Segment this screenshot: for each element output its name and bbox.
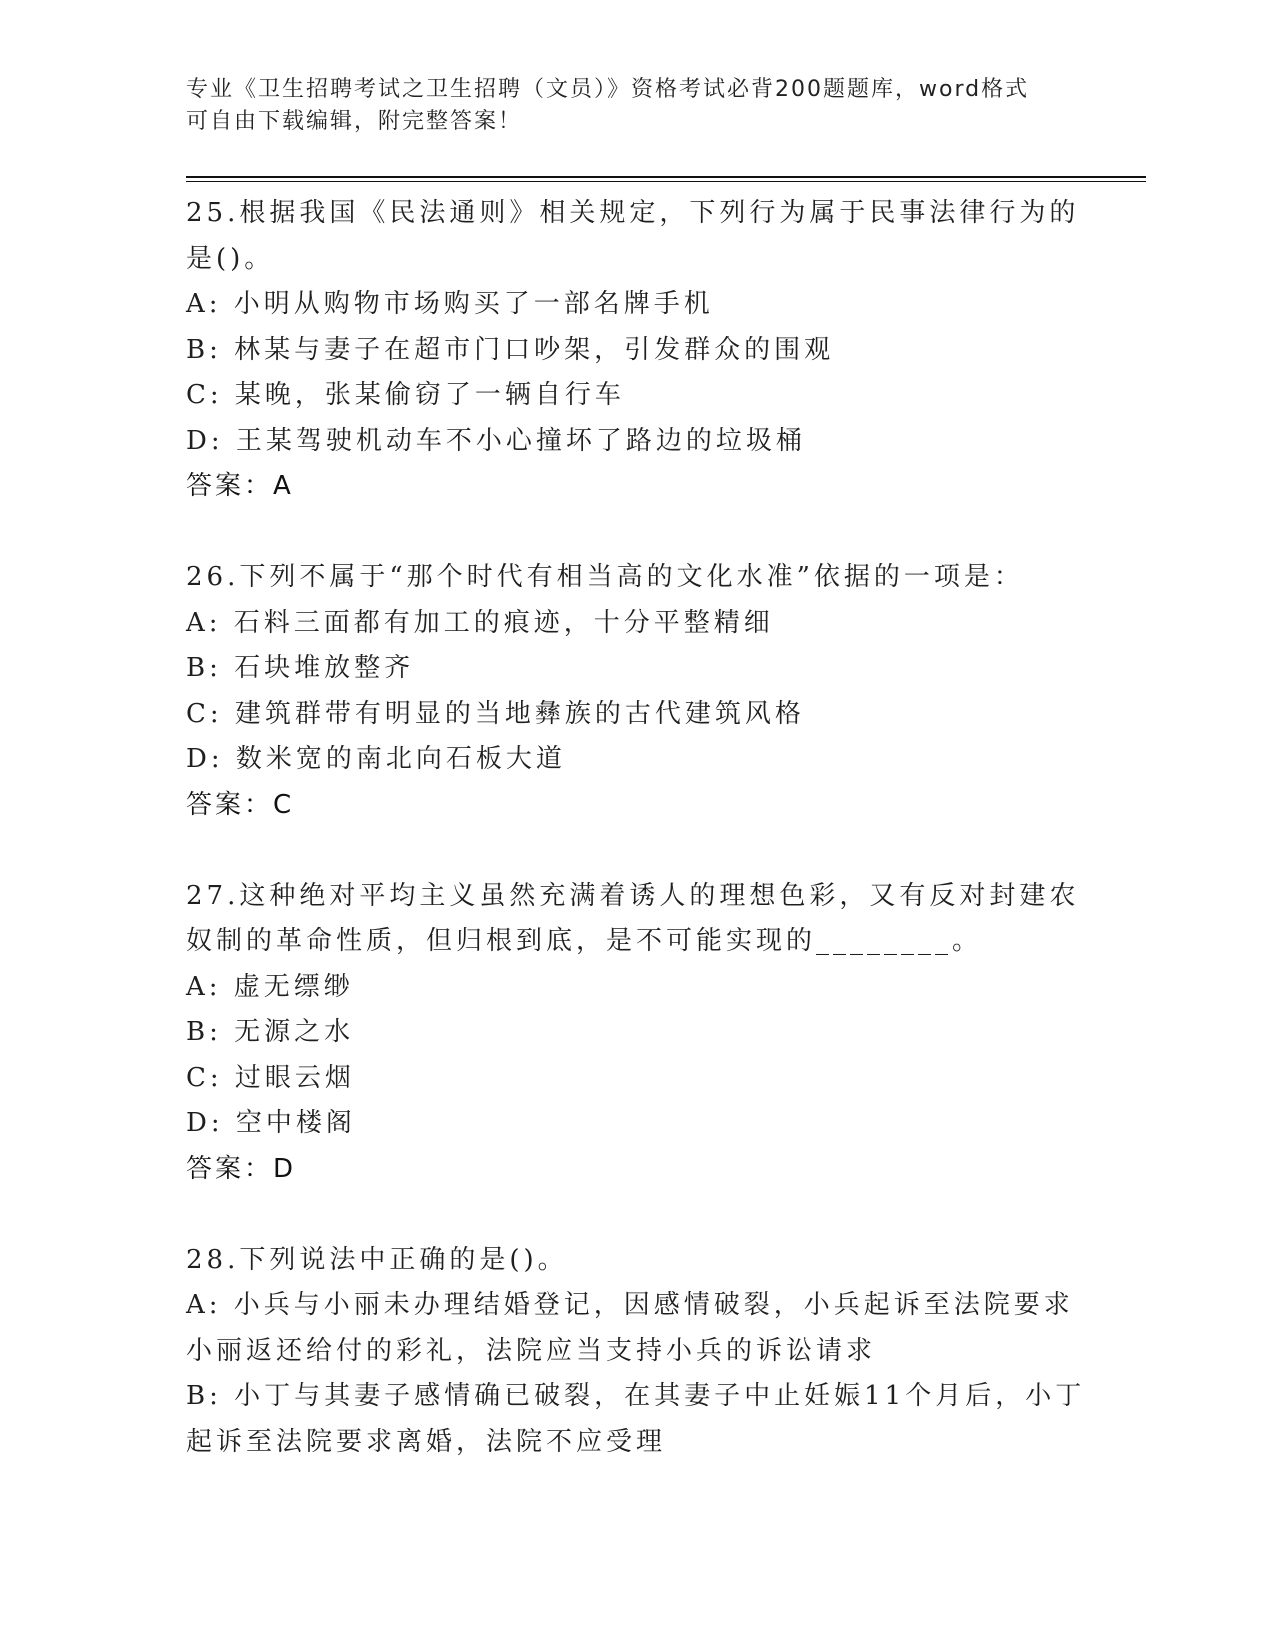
document-header — [186, 74, 1086, 138]
option-a: A: 小兵与小丽未办理结婚登记，因感情破裂，小兵起诉至法院要求小丽返还给付的彩礼，法院应当支持小兵的诉讼请求 — [186, 1290, 1074, 1366]
question-stem: 26.下列不属于“那个时代有相当高的文化水准”依据的一项是： — [186, 562, 1024, 592]
question-stem: 27.这种绝对平均主义虽然充满着诱人的理想色彩，又有反对封建农奴制的革命性质，但归根到底，是不可能实现的________。 — [186, 880, 1080, 956]
question-spacer — [186, 510, 1086, 556]
option-d: D: 空中楼阁 — [186, 1108, 356, 1138]
option-b: B: 石块堆放整齐 — [186, 653, 415, 683]
header-line-1: 专业《卫生招聘考试之卫生招聘（文员）》资格考试必背200题题库，word格式 — [186, 77, 1030, 102]
option-b: B: 无源之水 — [186, 1017, 355, 1047]
option-b: B: 小丁与其妻子感情确已破裂，在其妻子中止妊娠11个月后，小丁起诉至法院要求离婚，法院不应受理 — [186, 1381, 1086, 1457]
header-divider-thick — [186, 176, 1146, 178]
option-d: D: 王某驾驶机动车不小心撞坏了路边的垃圾桶 — [186, 425, 806, 456]
question-stem: 28.下列说法中正确的是()。 — [186, 1244, 568, 1275]
header-line-2: 可自由下载编辑，附完整答案！ — [186, 109, 523, 134]
question-28 — [186, 1238, 1086, 1466]
question-27 — [186, 874, 1086, 1193]
question-list — [186, 191, 1086, 1465]
option-a: A: 虚无缥缈 — [186, 971, 354, 1002]
question-spacer — [186, 828, 1086, 874]
answer-line: 答案：A — [186, 471, 294, 501]
option-b: B: 林某与妻子在超市门口吵架，引发群众的围观 — [186, 334, 835, 365]
question-26 — [186, 555, 1086, 828]
option-c: C: 过眼云烟 — [186, 1062, 355, 1093]
option-c: C: 建筑群带有明显的当地彝族的古代建筑风格 — [186, 698, 805, 729]
option-d: D: 数米宽的南北向石板大道 — [186, 744, 566, 774]
option-a: A: 石料三面都有加工的痕迹，十分平整精细 — [186, 607, 774, 638]
question-25 — [186, 191, 1086, 510]
header-divider-thin — [186, 181, 1146, 182]
question-stem: 25.根据我国《民法通则》相关规定，下列行为属于民事法律行为的是()。 — [186, 198, 1080, 274]
option-c: C: 某晚，张某偷窃了一辆自行车 — [186, 380, 625, 410]
answer-line: 答案：C — [186, 789, 295, 820]
answer-line: 答案：D — [186, 1153, 297, 1184]
option-a: A: 小明从购物市场购买了一部名牌手机 — [186, 289, 714, 319]
question-spacer — [186, 1192, 1086, 1238]
